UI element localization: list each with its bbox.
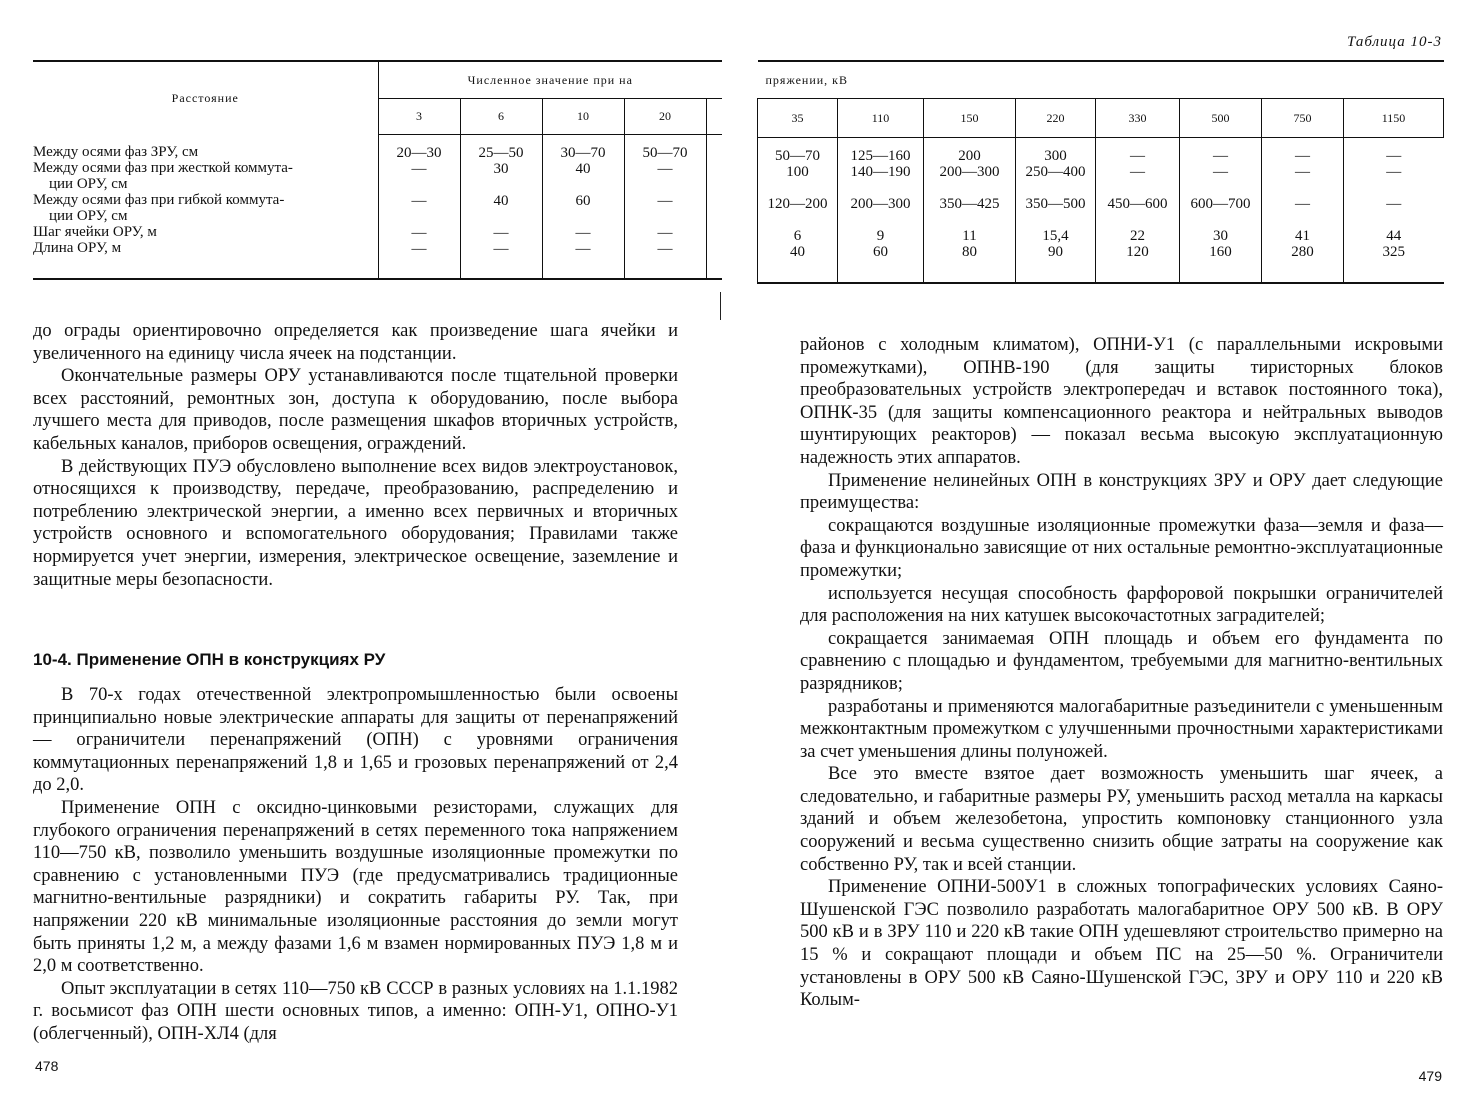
table-left-part xyxy=(33,60,722,280)
row-label: Между осями фаз при гибкой коммута- xyxy=(33,192,285,208)
table-caption: Таблица 10-3 xyxy=(1347,34,1442,50)
cell-value: — xyxy=(1130,164,1145,180)
right-text xyxy=(800,334,1443,1012)
cell-value: — xyxy=(657,224,673,241)
row-label: ции ОРУ, см xyxy=(49,208,128,224)
cell-value: 250—400 xyxy=(1025,164,1086,180)
cell-value: 160 xyxy=(1209,244,1232,260)
paragraph: сокращаются воздушные изоляционные промежутки фаза—земля и фаза—фаза и функционально зависящие от них остальные ремонтно-эксплуатационные промежутки; xyxy=(800,515,1443,581)
cell-value: 41 xyxy=(1295,228,1310,244)
value-column xyxy=(1016,138,1096,284)
cell-value: — xyxy=(1386,164,1402,180)
cell-value: 200 xyxy=(958,148,981,164)
cell-value: — xyxy=(575,224,591,241)
right-page xyxy=(737,0,1474,1096)
cell-value: — xyxy=(411,224,427,241)
left-text-top xyxy=(33,320,678,591)
row-label: Между осями фаз ЗРУ, см xyxy=(33,144,199,160)
value-column xyxy=(460,134,542,279)
cell-value: 11 xyxy=(962,228,977,244)
paragraph: используется несущая способность фарфоровой покрышки ограничителей для расположения на них катушек высокочастотных заградителей; xyxy=(800,583,1443,627)
cell-value: — xyxy=(1130,148,1145,164)
cell-value: 40 xyxy=(575,160,591,177)
voltage-header: 3 xyxy=(378,99,460,134)
cell-value: 120—200 xyxy=(767,196,828,212)
voltage-header: 6 xyxy=(460,99,542,134)
table-body xyxy=(33,134,722,279)
cell-value: 350—500 xyxy=(1025,196,1086,212)
cell-value: 125—160 xyxy=(850,148,911,164)
paragraph: разработаны и применяются малогабаритные разъединители с уменьшенным межконтактным промежутком с улучшенными прочностными характеристиками за счет уменьшения длины полуножей. xyxy=(800,696,1443,762)
distance-labels xyxy=(33,134,378,279)
span-header-right: пряжении, кВ xyxy=(758,61,1444,99)
value-column xyxy=(624,134,706,279)
cell-value: 80 xyxy=(962,244,977,260)
paragraph: Опыт эксплуатации в сетях 110—750 кВ СССР в разных условиях на 1.1.1982 г. восьмисот фаз ОПН шести основных типов, а именно: ОПН-У1, ОПНО-У1 (облегченный), ОПН-ХЛ4 (для xyxy=(33,978,678,1044)
cell-value: 20—30 xyxy=(396,144,442,161)
value-column xyxy=(1262,138,1344,284)
fold-line xyxy=(720,292,721,320)
cell-value: — xyxy=(1295,164,1310,180)
paragraph: Применение нелинейных ОПН в конструкциях ЗРУ и ОРУ дает следующие преимущества: xyxy=(800,470,1443,514)
paragraph: Применение ОПНИ-500У1 в сложных топографических условиях Саяно-Шушенской ГЭС позволило разработать малогабаритное ОРУ 500 кВ. В ОРУ 500 кВ и в ЗРУ 110 и 220 кВ такие ОПН удешевляют строительство примерно на 15 % и сокращают площади и объем ПС на 25—50 %. Ограничители установлены в ОРУ 500 кВ Саяно-Шушенской ГЭС, ЗРУ и ОРУ 110 и 220 кВ Колым- xyxy=(800,877,1443,1011)
value-column xyxy=(758,138,838,284)
table-body-right xyxy=(758,138,1444,284)
cell-value: 100 xyxy=(786,164,809,180)
paragraph: Применение ОПН с оксидно-цинковыми резисторами, служащих для глубокого ограничения перенапряжений в сетях переменного тока напряжением 110—750 кВ, позволило уменьшить воздушные изоляционные промежутки по сравнению с установленными ПУЭ (где предусматривались традиционные магнитно-вентильные разрядники) и сократить габариты РУ. Так, при напряжении 220 кВ минимальные изоляционные расстояния до земли могут быть приняты 1,2 м, а между фазами 1,6 м взамен нормированных ПУЭ 1,8 м и 2,0 м соответственно. xyxy=(33,797,678,977)
cell-value: 9 xyxy=(876,228,885,244)
value-column xyxy=(542,134,624,279)
section-heading: 10-4. Применение ОПН в конструкциях РУ xyxy=(33,650,386,669)
cell-value: 6 xyxy=(793,228,802,244)
cell-value: 600—700 xyxy=(1190,196,1251,212)
voltage-header: 330 xyxy=(1096,99,1180,138)
cell-value: 44 xyxy=(1386,228,1402,244)
cell-value: 300 xyxy=(1044,148,1067,164)
paragraph: Все это вместе взятое дает возможность уменьшить шаг ячеек, а следовательно, и габаритные размеры РУ, уменьшить расход металла на каркасы зданий и объем железобетона, упростить компоновку станционного узла сооружений и весьма существенно снизить общие затраты на сооружение как собственно РУ, так и всей станции. xyxy=(800,764,1443,875)
cell-value: — xyxy=(1213,164,1228,180)
cell-value: 50—70 xyxy=(642,144,688,161)
voltage-header: 35 xyxy=(758,99,838,138)
cell-value: 60 xyxy=(575,192,591,209)
cell-value: 200—300 xyxy=(850,196,911,212)
cell-value: 50—70 xyxy=(775,148,820,164)
row-label: Длина ОРУ, м xyxy=(33,240,122,256)
cell-value: 325 xyxy=(1382,244,1405,260)
cell-value: — xyxy=(411,240,427,257)
cell-value: — xyxy=(575,240,591,257)
voltage-header: 500 xyxy=(1180,99,1262,138)
cell-value: 40 xyxy=(790,244,805,260)
cell-value: 15,4 xyxy=(1042,228,1069,244)
cell-value: 90 xyxy=(1048,244,1063,260)
paragraph: до ограды ориентировочно определяется как произведение шага ячейки и увеличенного на единицу числа ячеек на подстанции. xyxy=(33,321,678,364)
value-column xyxy=(924,138,1016,284)
row-label: Между осями фаз при жесткой коммута- xyxy=(33,160,293,176)
voltage-header: 220 xyxy=(1016,99,1096,138)
cell-value: — xyxy=(1295,196,1310,212)
voltage-header: 1150 xyxy=(1344,99,1444,138)
value-column xyxy=(838,138,924,284)
voltage-header: 10 xyxy=(542,99,624,134)
cell-value: 30 xyxy=(493,160,509,177)
value-column xyxy=(1344,138,1444,284)
cell-value: — xyxy=(411,160,427,177)
cell-value: 140—190 xyxy=(850,164,911,180)
row-label: ции ОРУ, см xyxy=(49,176,128,192)
paragraph: В действующих ПУЭ обусловлено выполнение всех видов электроустановок, относящихся к производству, передаче, преобразованию, распределению и потреблению электрической энергии, а именно всех первичных и вторичных устройств основного и вспомогательного оборудования; Правилами также нормируется учет энергии, измерения, электрическое освещение, заземление и защитные меры безопасности. xyxy=(33,456,678,590)
cell-value: 200—300 xyxy=(939,164,1000,180)
cell-value: 22 xyxy=(1130,228,1145,244)
value-column xyxy=(1180,138,1262,284)
cell-value: 450—600 xyxy=(1107,196,1168,212)
cell-value: 30 xyxy=(1213,228,1228,244)
span-header-left: Численное значение при на xyxy=(378,61,722,99)
cell-value: 120 xyxy=(1126,244,1149,260)
column-header-distance: Расстояние xyxy=(33,61,378,134)
cell-value: — xyxy=(657,240,673,257)
paragraph: Окончательные размеры ОРУ устанавливаются после тщательной проверки всех расстояний, ремонтных зон, доступа к оборудованию, после выбора лучшего места для приводов, после размещения шкафов вторичных устройств, кабельных каналов, приборов освещения, ограждений. xyxy=(33,366,678,454)
paragraph: В 70-х годах отечественной электропромышленностью были освоены принципиально новые электрические аппараты для защиты от перенапряжений — ограничители перенапряжений (ОПН) с уровнями ограничения коммутационных перенапряжений 1,8 и 1,65 и грозовых перенапряжений от 2,4 до 2,0. xyxy=(33,685,678,796)
cell-value: 280 xyxy=(1291,244,1314,260)
cell-value: — xyxy=(657,192,673,209)
cell-value: 40 xyxy=(493,192,509,209)
voltage-header: 110 xyxy=(838,99,924,138)
page-number: 479 xyxy=(1418,1068,1442,1084)
cell-value: — xyxy=(1386,196,1402,212)
page-number: 478 xyxy=(35,1058,59,1074)
value-column xyxy=(1096,138,1180,284)
cell-value: 30—70 xyxy=(560,144,606,161)
table-right-part xyxy=(757,60,1444,284)
cell-value: — xyxy=(1295,148,1310,164)
left-text-bottom xyxy=(33,684,678,1046)
cell-value: — xyxy=(493,224,509,241)
voltage-header: 150 xyxy=(924,99,1016,138)
cell-value: 350—425 xyxy=(939,196,1000,212)
cell-value: 25—50 xyxy=(478,144,524,161)
paragraph: сокращается занимаемая ОПН площадь и объем его фундамента по сравнению с площадью и фундаментом, требуемыми для магнитно-вентильных разрядников; xyxy=(800,628,1443,694)
cell-value: — xyxy=(1213,148,1228,164)
cell-value: — xyxy=(411,192,427,209)
cell-value: — xyxy=(493,240,509,257)
row-label: Шаг ячейки ОРУ, м xyxy=(33,224,157,240)
cell-value: — xyxy=(657,160,673,177)
voltage-header: 750 xyxy=(1262,99,1344,138)
value-column xyxy=(378,134,460,279)
cell-value: — xyxy=(1386,148,1402,164)
paragraph: районов с холодным климатом), ОПНИ-У1 (с параллельными искровыми промежутками), ОПНВ-190 (для защиты тиристорных блоков преобразовательных устройств электропередач и вставок постоянного тока), ОПНК-35 (для защиты компенсационного реактора и нейтральных выводов шунтирующих реакторов) — показал весьма высокую эксплуатационную надежность этих аппаратов. xyxy=(800,335,1443,468)
voltage-header: 20 xyxy=(624,99,706,134)
cell-value: 60 xyxy=(873,244,888,260)
